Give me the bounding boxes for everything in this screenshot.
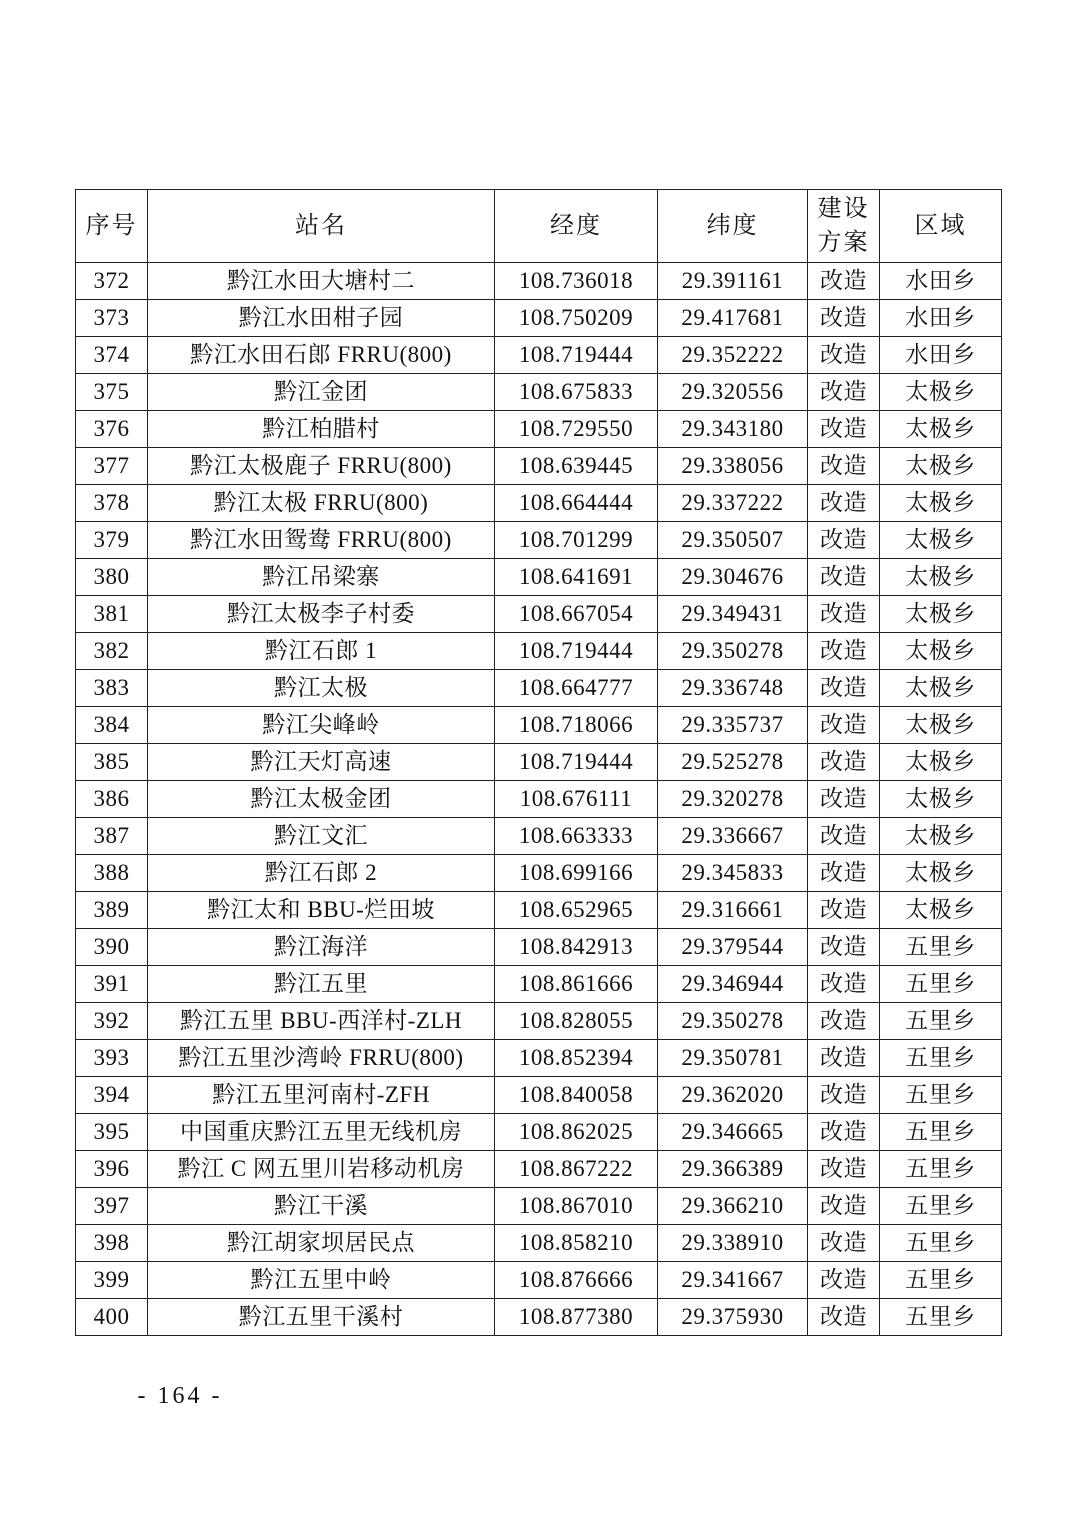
cell-region: 五里乡 xyxy=(880,929,1002,966)
cell-region: 水田乡 xyxy=(880,263,1002,300)
cell-latitude: 29.525278 xyxy=(658,744,808,781)
cell-longitude: 108.676111 xyxy=(495,781,658,818)
cell-station-name: 黔江五里中岭 xyxy=(148,1262,495,1299)
cell-index: 395 xyxy=(76,1114,148,1151)
cell-plan: 改造 xyxy=(808,633,880,670)
cell-latitude: 29.366210 xyxy=(658,1188,808,1225)
cell-plan: 改造 xyxy=(808,374,880,411)
cell-station-name: 黔江干溪 xyxy=(148,1188,495,1225)
cell-index: 377 xyxy=(76,448,148,485)
table-row xyxy=(76,522,1002,559)
cell-latitude: 29.346944 xyxy=(658,966,808,1003)
cell-longitude: 108.718066 xyxy=(495,707,658,744)
table-row xyxy=(76,1077,1002,1114)
table-row xyxy=(76,670,1002,707)
cell-index: 400 xyxy=(76,1299,148,1336)
cell-region: 五里乡 xyxy=(880,1299,1002,1336)
table-row xyxy=(76,337,1002,374)
cell-station-name: 黔江太极李子村委 xyxy=(148,596,495,633)
cell-station-name: 黔江石郎 2 xyxy=(148,855,495,892)
table-row xyxy=(76,1040,1002,1077)
cell-index: 373 xyxy=(76,300,148,337)
cell-longitude: 108.652965 xyxy=(495,892,658,929)
cell-longitude: 108.699166 xyxy=(495,855,658,892)
cell-latitude: 29.336748 xyxy=(658,670,808,707)
cell-region: 五里乡 xyxy=(880,1225,1002,1262)
cell-longitude: 108.877380 xyxy=(495,1299,658,1336)
cell-station-name: 黔江太极 FRRU(800) xyxy=(148,485,495,522)
cell-plan: 改造 xyxy=(808,337,880,374)
cell-longitude: 108.828055 xyxy=(495,1003,658,1040)
cell-latitude: 29.379544 xyxy=(658,929,808,966)
cell-region: 太极乡 xyxy=(880,707,1002,744)
cell-longitude: 108.729550 xyxy=(495,411,658,448)
cell-latitude: 29.375930 xyxy=(658,1299,808,1336)
cell-region: 太极乡 xyxy=(880,670,1002,707)
cell-station-name: 黔江金团 xyxy=(148,374,495,411)
cell-latitude: 29.341667 xyxy=(658,1262,808,1299)
table-row xyxy=(76,559,1002,596)
cell-longitude: 108.663333 xyxy=(495,818,658,855)
cell-index: 389 xyxy=(76,892,148,929)
cell-region: 太极乡 xyxy=(880,596,1002,633)
cell-station-name: 黔江太和 BBU-烂田坡 xyxy=(148,892,495,929)
cell-index: 398 xyxy=(76,1225,148,1262)
cell-region: 太极乡 xyxy=(880,559,1002,596)
cell-longitude: 108.840058 xyxy=(495,1077,658,1114)
cell-latitude: 29.366389 xyxy=(658,1151,808,1188)
table-row xyxy=(76,1114,1002,1151)
header-plan-label: 建设方案 xyxy=(817,196,870,256)
cell-index: 384 xyxy=(76,707,148,744)
cell-latitude: 29.338056 xyxy=(658,448,808,485)
cell-latitude: 29.417681 xyxy=(658,300,808,337)
table-row xyxy=(76,966,1002,1003)
cell-station-name: 黔江海洋 xyxy=(148,929,495,966)
table-row xyxy=(76,1225,1002,1262)
cell-latitude: 29.343180 xyxy=(658,411,808,448)
cell-latitude: 29.320278 xyxy=(658,781,808,818)
cell-region: 五里乡 xyxy=(880,1262,1002,1299)
cell-region: 五里乡 xyxy=(880,1114,1002,1151)
cell-index: 372 xyxy=(76,263,148,300)
table-row xyxy=(76,300,1002,337)
cell-latitude: 29.336667 xyxy=(658,818,808,855)
table-row xyxy=(76,633,1002,670)
cell-index: 397 xyxy=(76,1188,148,1225)
cell-region: 太极乡 xyxy=(880,485,1002,522)
cell-station-name: 黔江五里沙湾岭 FRRU(800) xyxy=(148,1040,495,1077)
cell-latitude: 29.362020 xyxy=(658,1077,808,1114)
cell-index: 388 xyxy=(76,855,148,892)
cell-station-name: 黔江尖峰岭 xyxy=(148,707,495,744)
cell-latitude: 29.352222 xyxy=(658,337,808,374)
cell-station-name: 黔江太极 xyxy=(148,670,495,707)
cell-plan: 改造 xyxy=(808,1003,880,1040)
cell-latitude: 29.391161 xyxy=(658,263,808,300)
cell-region: 水田乡 xyxy=(880,300,1002,337)
cell-index: 380 xyxy=(76,559,148,596)
header-region: 区域 xyxy=(880,190,1002,263)
cell-longitude: 108.867010 xyxy=(495,1188,658,1225)
cell-index: 383 xyxy=(76,670,148,707)
cell-longitude: 108.842913 xyxy=(495,929,658,966)
cell-index: 393 xyxy=(76,1040,148,1077)
cell-longitude: 108.862025 xyxy=(495,1114,658,1151)
cell-station-name: 黔江文汇 xyxy=(148,818,495,855)
cell-longitude: 108.675833 xyxy=(495,374,658,411)
cell-longitude: 108.719444 xyxy=(495,337,658,374)
cell-latitude: 29.350278 xyxy=(658,1003,808,1040)
cell-region: 太极乡 xyxy=(880,522,1002,559)
page-number: - 164 - xyxy=(137,1383,223,1409)
table-row xyxy=(76,781,1002,818)
cell-plan: 改造 xyxy=(808,1299,880,1336)
table-body xyxy=(76,263,1002,1336)
cell-latitude: 29.304676 xyxy=(658,559,808,596)
cell-latitude: 29.350278 xyxy=(658,633,808,670)
cell-longitude: 108.641691 xyxy=(495,559,658,596)
cell-region: 太极乡 xyxy=(880,744,1002,781)
table-row xyxy=(76,485,1002,522)
cell-station-name: 黔江水田鸳鸯 FRRU(800) xyxy=(148,522,495,559)
cell-station-name: 黔江吊梁寨 xyxy=(148,559,495,596)
cell-plan: 改造 xyxy=(808,707,880,744)
cell-longitude: 108.701299 xyxy=(495,522,658,559)
cell-plan: 改造 xyxy=(808,670,880,707)
cell-station-name: 黔江胡家坝居民点 xyxy=(148,1225,495,1262)
cell-station-name: 黔江太极鹿子 FRRU(800) xyxy=(148,448,495,485)
table-row xyxy=(76,374,1002,411)
cell-longitude: 108.639445 xyxy=(495,448,658,485)
cell-longitude: 108.667054 xyxy=(495,596,658,633)
cell-latitude: 29.338910 xyxy=(658,1225,808,1262)
cell-plan: 改造 xyxy=(808,1225,880,1262)
cell-region: 五里乡 xyxy=(880,1040,1002,1077)
cell-plan: 改造 xyxy=(808,781,880,818)
cell-station-name: 黔江 C 网五里川岩移动机房 xyxy=(148,1151,495,1188)
cell-region: 太极乡 xyxy=(880,374,1002,411)
cell-index: 391 xyxy=(76,966,148,1003)
cell-region: 太极乡 xyxy=(880,781,1002,818)
cell-region: 五里乡 xyxy=(880,966,1002,1003)
cell-station-name: 黔江柏腊村 xyxy=(148,411,495,448)
table-row xyxy=(76,929,1002,966)
cell-plan: 改造 xyxy=(808,1188,880,1225)
cell-longitude: 108.861666 xyxy=(495,966,658,1003)
cell-latitude: 29.345833 xyxy=(658,855,808,892)
cell-region: 太极乡 xyxy=(880,411,1002,448)
cell-latitude: 29.350507 xyxy=(658,522,808,559)
cell-plan: 改造 xyxy=(808,892,880,929)
cell-station-name: 黔江五里干溪村 xyxy=(148,1299,495,1336)
table-row xyxy=(76,448,1002,485)
cell-index: 387 xyxy=(76,818,148,855)
cell-latitude: 29.335737 xyxy=(658,707,808,744)
cell-longitude: 108.736018 xyxy=(495,263,658,300)
table-row xyxy=(76,744,1002,781)
cell-index: 396 xyxy=(76,1151,148,1188)
cell-region: 太极乡 xyxy=(880,855,1002,892)
cell-plan: 改造 xyxy=(808,818,880,855)
cell-plan: 改造 xyxy=(808,263,880,300)
table-row xyxy=(76,855,1002,892)
cell-longitude: 108.858210 xyxy=(495,1225,658,1262)
header-longitude: 经度 xyxy=(495,190,658,263)
header-station-name: 站名 xyxy=(148,190,495,263)
cell-index: 386 xyxy=(76,781,148,818)
table-row xyxy=(76,263,1002,300)
cell-index: 390 xyxy=(76,929,148,966)
cell-station-name: 黔江五里 xyxy=(148,966,495,1003)
cell-station-name: 黔江水田柑子园 xyxy=(148,300,495,337)
cell-index: 394 xyxy=(76,1077,148,1114)
table-row xyxy=(76,596,1002,633)
cell-index: 385 xyxy=(76,744,148,781)
cell-index: 378 xyxy=(76,485,148,522)
table-row xyxy=(76,1299,1002,1336)
cell-station-name: 黔江天灯高速 xyxy=(148,744,495,781)
table-row xyxy=(76,818,1002,855)
cell-region: 太极乡 xyxy=(880,448,1002,485)
header-index: 序号 xyxy=(76,190,148,263)
base-station-table xyxy=(75,189,1002,1336)
cell-plan: 改造 xyxy=(808,596,880,633)
cell-region: 太极乡 xyxy=(880,818,1002,855)
cell-index: 374 xyxy=(76,337,148,374)
cell-region: 五里乡 xyxy=(880,1188,1002,1225)
cell-index: 382 xyxy=(76,633,148,670)
cell-station-name: 黔江五里河南村-ZFH xyxy=(148,1077,495,1114)
cell-plan: 改造 xyxy=(808,559,880,596)
cell-plan: 改造 xyxy=(808,929,880,966)
cell-plan: 改造 xyxy=(808,411,880,448)
cell-index: 381 xyxy=(76,596,148,633)
cell-latitude: 29.316661 xyxy=(658,892,808,929)
cell-region: 太极乡 xyxy=(880,892,1002,929)
cell-station-name: 黔江太极金团 xyxy=(148,781,495,818)
cell-longitude: 108.867222 xyxy=(495,1151,658,1188)
table-row xyxy=(76,1262,1002,1299)
cell-region: 水田乡 xyxy=(880,337,1002,374)
cell-plan: 改造 xyxy=(808,1262,880,1299)
cell-longitude: 108.719444 xyxy=(495,744,658,781)
cell-plan: 改造 xyxy=(808,448,880,485)
cell-plan: 改造 xyxy=(808,1040,880,1077)
cell-latitude: 29.349431 xyxy=(658,596,808,633)
table-row xyxy=(76,1188,1002,1225)
cell-plan: 改造 xyxy=(808,522,880,559)
header-plan xyxy=(808,190,880,263)
cell-plan: 改造 xyxy=(808,1151,880,1188)
cell-station-name: 黔江水田石郎 FRRU(800) xyxy=(148,337,495,374)
cell-plan: 改造 xyxy=(808,744,880,781)
cell-longitude: 108.876666 xyxy=(495,1262,658,1299)
table-row xyxy=(76,411,1002,448)
cell-index: 379 xyxy=(76,522,148,559)
cell-station-name: 黔江水田大塘村二 xyxy=(148,263,495,300)
cell-plan: 改造 xyxy=(808,1114,880,1151)
cell-region: 五里乡 xyxy=(880,1077,1002,1114)
cell-longitude: 108.664444 xyxy=(495,485,658,522)
cell-latitude: 29.350781 xyxy=(658,1040,808,1077)
cell-region: 五里乡 xyxy=(880,1003,1002,1040)
cell-plan: 改造 xyxy=(808,1077,880,1114)
cell-plan: 改造 xyxy=(808,300,880,337)
header-latitude: 纬度 xyxy=(658,190,808,263)
cell-plan: 改造 xyxy=(808,485,880,522)
cell-plan: 改造 xyxy=(808,966,880,1003)
cell-plan: 改造 xyxy=(808,855,880,892)
cell-region: 太极乡 xyxy=(880,633,1002,670)
table-header-row xyxy=(76,190,1002,263)
cell-latitude: 29.320556 xyxy=(658,374,808,411)
cell-longitude: 108.719444 xyxy=(495,633,658,670)
cell-longitude: 108.852394 xyxy=(495,1040,658,1077)
cell-index: 375 xyxy=(76,374,148,411)
table-row xyxy=(76,1151,1002,1188)
table-row xyxy=(76,707,1002,744)
cell-region: 五里乡 xyxy=(880,1151,1002,1188)
cell-index: 399 xyxy=(76,1262,148,1299)
cell-longitude: 108.750209 xyxy=(495,300,658,337)
cell-index: 392 xyxy=(76,1003,148,1040)
cell-station-name: 中国重庆黔江五里无线机房 xyxy=(148,1114,495,1151)
table-row xyxy=(76,892,1002,929)
cell-longitude: 108.664777 xyxy=(495,670,658,707)
cell-index: 376 xyxy=(76,411,148,448)
cell-latitude: 29.346665 xyxy=(658,1114,808,1151)
table-row xyxy=(76,1003,1002,1040)
cell-station-name: 黔江五里 BBU-西洋村-ZLH xyxy=(148,1003,495,1040)
cell-latitude: 29.337222 xyxy=(658,485,808,522)
cell-station-name: 黔江石郎 1 xyxy=(148,633,495,670)
